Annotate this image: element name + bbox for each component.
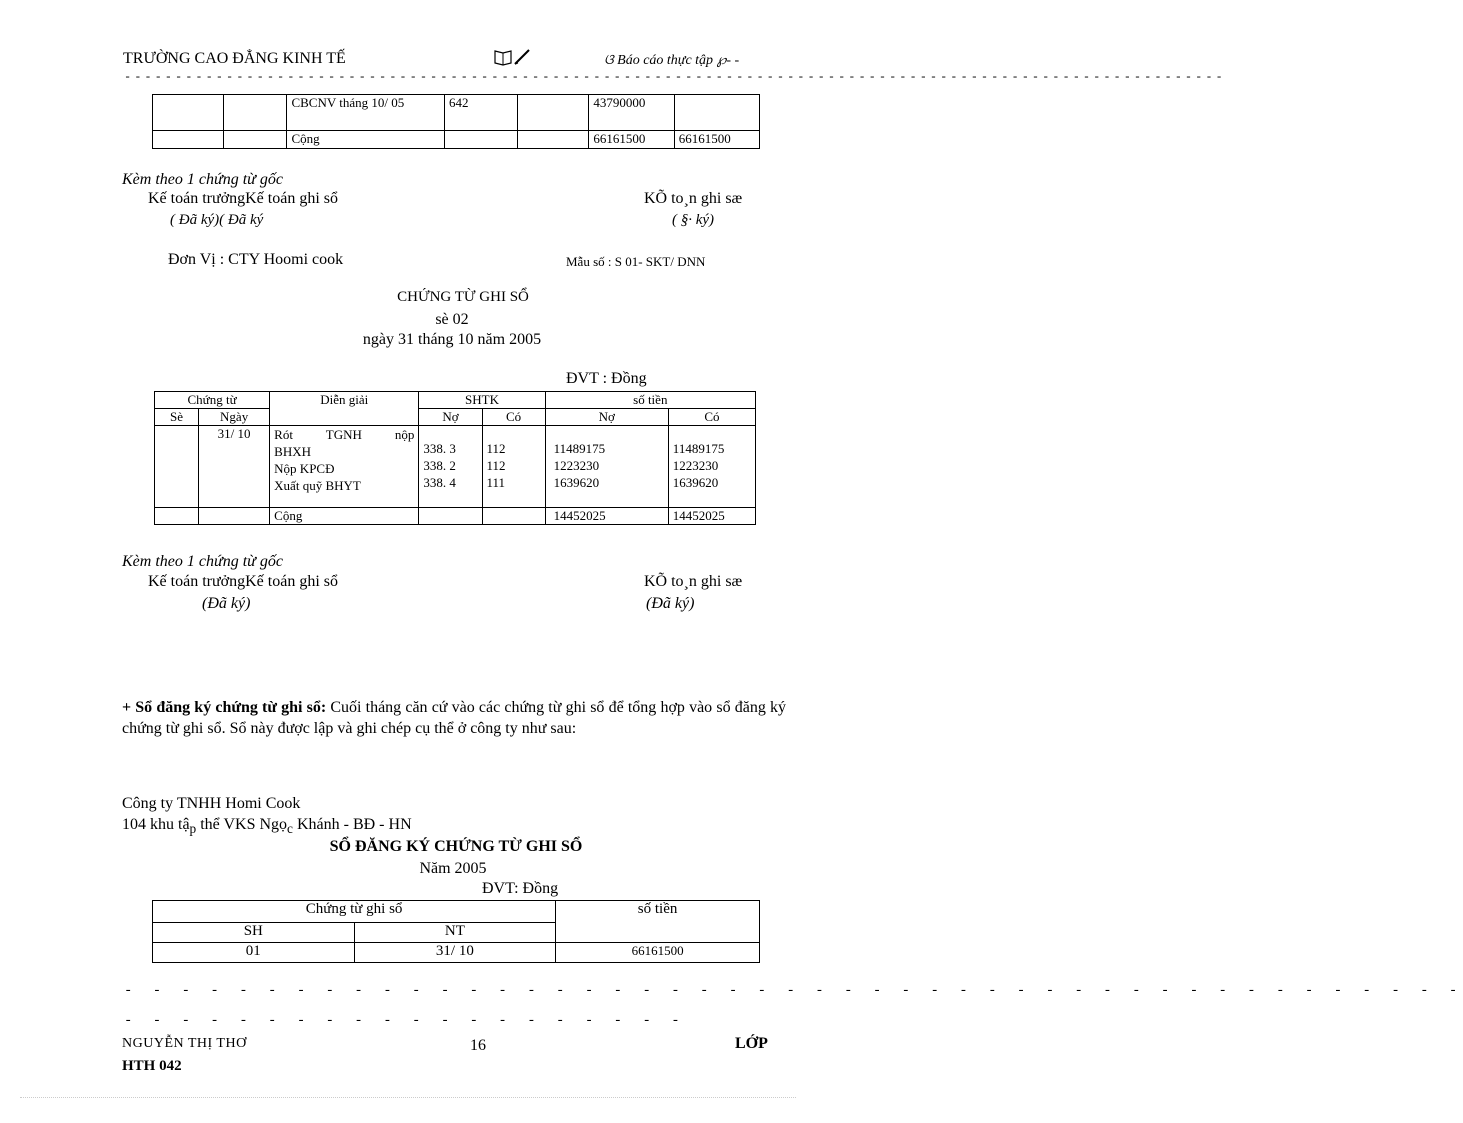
- cell: [153, 131, 224, 149]
- cell: [482, 508, 545, 525]
- cell: [153, 95, 224, 131]
- register-year: Năm 2005: [419, 860, 487, 877]
- register-table: [152, 900, 760, 963]
- acct-no: 338. 3: [423, 441, 456, 456]
- cell-amount-co: [668, 426, 755, 508]
- table-row: [155, 426, 756, 508]
- page-border: [20, 1097, 796, 1098]
- left-decoration-icon: ଓ: [604, 53, 614, 68]
- footer-dashes: - - - - - - - - - - - - - - - - - - - - - - - - - - - - - - - - - - - - - - - - - - - - - - -: [124, 983, 1463, 999]
- book-pen-icon-svg: [493, 48, 533, 66]
- cell: [199, 508, 270, 525]
- table-header-row: [155, 392, 756, 409]
- page-number: 16: [470, 1037, 486, 1054]
- cell: 642: [444, 95, 517, 131]
- continuation-table: [152, 94, 760, 149]
- amount-co: 11489175: [672, 441, 725, 456]
- cell: Cộng: [287, 131, 445, 149]
- header-sotien: số tiền: [545, 392, 755, 409]
- report-label: [604, 52, 739, 69]
- signed-left: ( Đã ký)( Đã ký: [170, 212, 264, 228]
- desc-line: BHXH: [274, 444, 312, 459]
- cell: 43790000: [589, 95, 674, 131]
- amount-no: 1223230: [553, 458, 600, 473]
- header-ngay: Ngày: [199, 409, 270, 426]
- address-part: Khánh - BĐ - HN: [292, 816, 412, 833]
- cell: [419, 508, 482, 525]
- voucher-number: sè 02: [435, 311, 469, 328]
- unit-label: Đơn Vị : CTY Hoomi cook: [168, 251, 344, 268]
- table-header-row: [153, 901, 760, 923]
- cell: [674, 95, 759, 131]
- signer-right: KÕ to¸n ghi sæ: [644, 190, 743, 207]
- desc-line: Rót TGNH nộp: [274, 427, 415, 442]
- amount-no: 1639620: [553, 475, 600, 490]
- desc-line: Nộp KPCĐ: [274, 461, 335, 476]
- register-unit: ĐVT: Đồng: [482, 880, 559, 897]
- class-code: HTH 042: [122, 1058, 182, 1074]
- header-sotien: số tiền: [556, 901, 760, 943]
- book-pen-icon: [493, 48, 533, 71]
- header-shtk-co: Có: [482, 409, 545, 426]
- header-sotien-co: Có: [668, 409, 755, 426]
- form-number: Mẫu số : S 01- SKT/ DNN: [566, 254, 706, 269]
- cell: [155, 508, 199, 525]
- header-nt: NT: [354, 923, 556, 943]
- cell: 66161500: [674, 131, 759, 149]
- table-header-row: [155, 409, 756, 426]
- signer-right: KÕ to¸n ghi sæ: [644, 573, 743, 590]
- cell: [444, 131, 517, 149]
- cell-shtk-co: [482, 426, 545, 508]
- cell-diengiai: [270, 426, 419, 508]
- company-name: Công ty TNHH Homi Cook: [122, 795, 301, 812]
- header-sh: SH: [153, 923, 355, 943]
- table-total-row: [155, 508, 756, 525]
- signed-left: (Đã ký): [202, 595, 251, 612]
- cell-sh: 01: [153, 943, 355, 963]
- voucher-unit: ĐVT : Đồng: [566, 370, 647, 387]
- cell-amount: 66161500: [556, 943, 760, 963]
- acct-no: 338. 4: [423, 475, 456, 490]
- desc-line: Xuất quỹ BHYT: [274, 478, 361, 493]
- total-no: 14452025: [545, 508, 668, 525]
- cell-shtk-no: [419, 426, 482, 508]
- voucher-title: CHỨNG TỪ GHI SỔ: [397, 289, 529, 305]
- voucher-date: ngày 31 tháng 10 năm 2005: [362, 331, 542, 348]
- signer-left: Kế toán trưởngKế toán ghi sổ: [148, 190, 338, 207]
- signed-right: (Đã ký): [646, 595, 695, 612]
- attachment-note: Kèm theo 1 chứng từ gốc: [122, 553, 283, 570]
- total-co: 14452025: [668, 508, 755, 525]
- company-address: [122, 816, 412, 837]
- signed-right: ( §· ký): [672, 212, 715, 228]
- cell-nt: 31/ 10: [354, 943, 556, 963]
- paragraph-text: Cuối tháng căn cứ vào các chứng từ ghi sổ để tổng hợp vào sổ đăng ký chứng từ ghi sổ. Sổ này được lập và ghi chép cụ thể ở công ty như sau:: [122, 699, 787, 737]
- register-title: SỔ ĐĂNG KÝ CHỨNG TỪ GHI SỔ: [329, 838, 583, 855]
- paragraph-bold: + Sổ đăng ký chứng từ ghi sổ:: [122, 699, 327, 716]
- cell: [224, 95, 287, 131]
- acct-co: 112: [486, 458, 506, 473]
- cell: 66161500: [589, 131, 674, 149]
- acct-co: 112: [486, 441, 506, 456]
- cell: [518, 95, 589, 131]
- cell: CBCNV tháng 10/ 05: [287, 95, 445, 131]
- voucher-table: [154, 391, 756, 525]
- footer-dashes: - - - - - - - - - - - - - - - - - - - -: [124, 1013, 686, 1029]
- address-part: 104 khu tậ: [122, 816, 190, 833]
- table-row: [153, 943, 760, 963]
- cell: [518, 131, 589, 149]
- school-name: TRƯỜNG CAO ĐẲNG KINH TẾ: [123, 50, 346, 67]
- header-chungtu: Chứng từ: [155, 392, 270, 409]
- signer-left: Kế toán trưởngKế toán ghi sổ: [148, 573, 338, 590]
- header-sotien-no: Nợ: [545, 409, 668, 426]
- header-ctgs: Chứng từ ghi sổ: [153, 901, 556, 923]
- header-dashes: ------------------------------------------------------------------------------------------------------------: [124, 70, 1226, 84]
- cell-so: [155, 426, 199, 508]
- address-sub: c: [287, 821, 293, 837]
- table-row: [153, 131, 760, 149]
- author-name: NGUYỄN THỊ THƠ: [122, 1036, 247, 1051]
- total-label: Cộng: [270, 508, 419, 525]
- header-shtk: SHTK: [419, 392, 545, 409]
- amount-co: 1223230: [672, 458, 719, 473]
- report-title: Báo cáo thực tập: [617, 53, 714, 68]
- amount-no: 11489175: [553, 441, 606, 456]
- cell: [224, 131, 287, 149]
- header-diengiai: Diễn giải: [270, 392, 419, 426]
- cell-amount-no: [545, 426, 668, 508]
- right-decoration-icon: ℘- -: [716, 53, 740, 68]
- address-part: thể VKS Ngọ: [196, 816, 288, 833]
- header-shtk-no: Nợ: [419, 409, 482, 426]
- table-row: [153, 95, 760, 131]
- register-paragraph: [122, 697, 786, 739]
- attachment-note: Kèm theo 1 chứng từ gốc: [122, 171, 283, 188]
- acct-co: 111: [486, 475, 506, 490]
- address-sub: p: [189, 821, 197, 837]
- class-label: LỚP: [735, 1035, 768, 1052]
- header-so: Sè: [155, 409, 199, 426]
- cell-ngay: 31/ 10: [199, 426, 270, 508]
- acct-no: 338. 2: [423, 458, 456, 473]
- amount-co: 1639620: [672, 475, 719, 490]
